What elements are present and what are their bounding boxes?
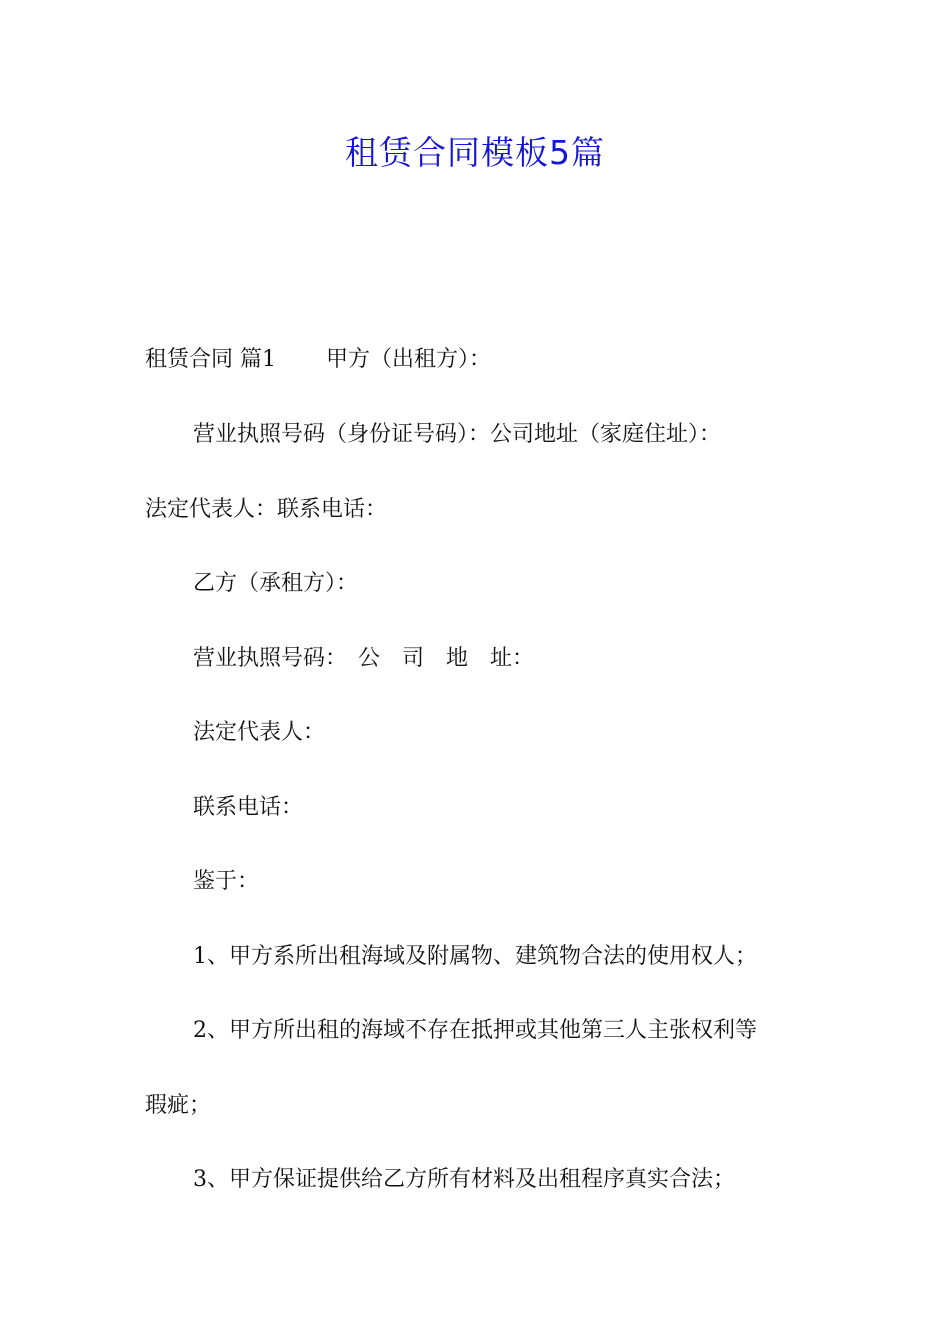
party-b-phone: 联系电话： [193,795,304,820]
section-heading-line [145,345,491,375]
section-heading: 租赁合同 篇1 [145,347,276,372]
clause-1: 1、甲方系所出租海域及附属物、建筑物合法的使用权人； [193,944,757,969]
clause-2: 2、甲方所出租的海域不存在抵押或其他第三人主张权利等 [193,1018,757,1043]
party-b-representative: 法定代表人： [193,720,326,745]
document-title: 租赁合同模板5篇 [345,133,605,172]
party-a-license-address: 营业执照号码（身份证号码）：公司地址（家庭住址）： [193,422,722,447]
party-b-license-address: 营业执照号码： 公 司 地 址： [193,646,535,671]
clause-2-continued: 瑕疵； [145,1093,212,1118]
party-a-representative-phone: 法定代表人：联系电话： [145,497,388,522]
party-a-label: 甲方（出租方）： [326,347,492,372]
party-b-label: 乙方（承租方）： [193,571,359,596]
whereas-label: 鉴于： [193,869,260,894]
clause-3: 3、甲方保证提供给乙方所有材料及出租程序真实合法； [193,1167,735,1192]
